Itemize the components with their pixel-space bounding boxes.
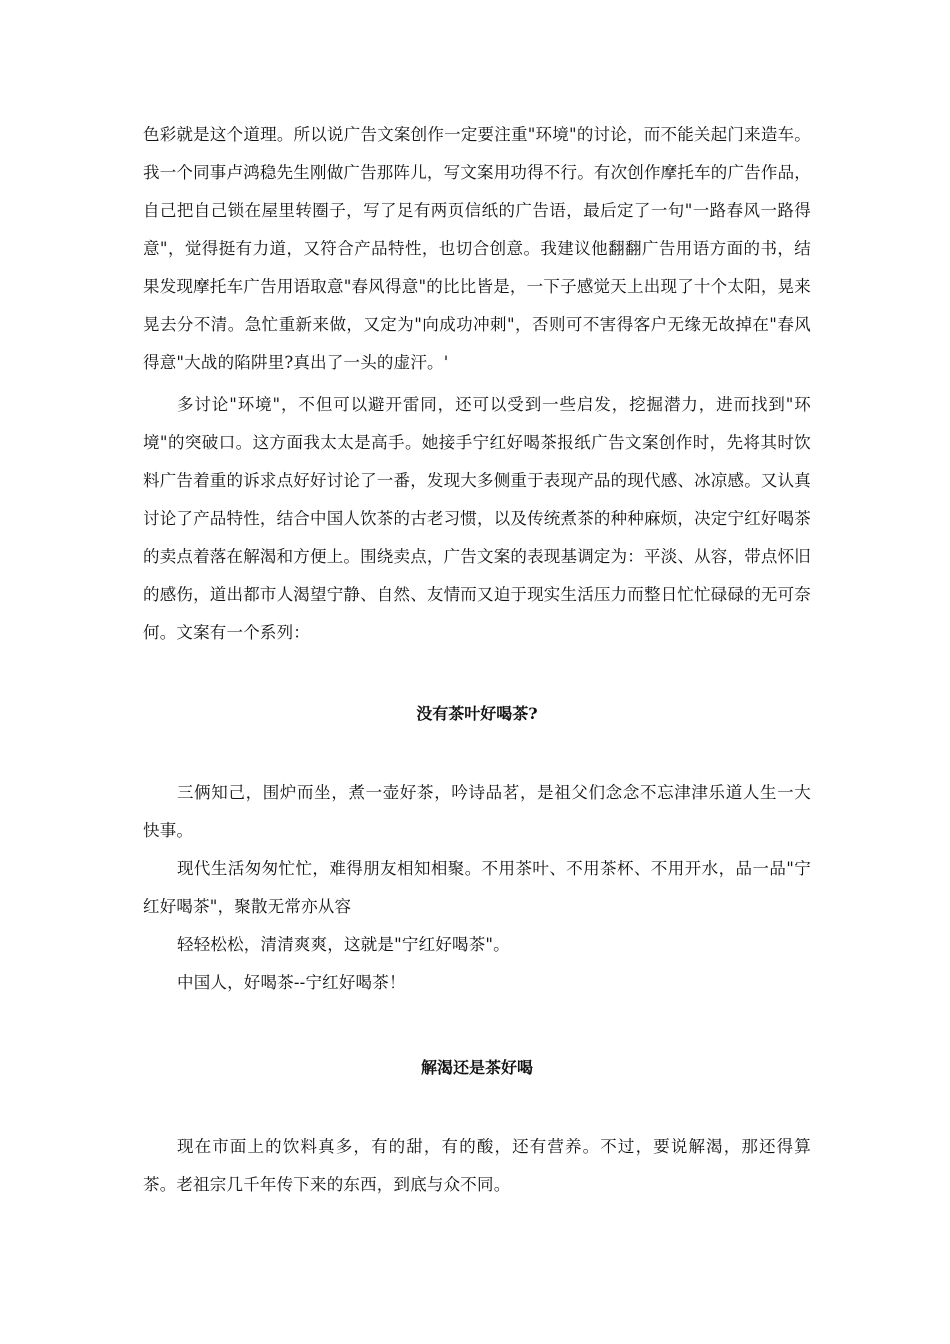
paragraph-text: 现在市面上的饮料真多，有的甜，有的酸，还有营养。不过，要说解渴，那还得算茶。老祖宗几千年传下来的东西，到底与众不同。 [143,1137,811,1194]
paragraph-text: 轻轻松松，清清爽爽，这就是"宁红好喝茶"。 [177,935,510,954]
paragraph-text: 现代生活匆匆忙忙，难得朋友相知相聚。不用茶叶、不用茶杯、不用开水，品一品"宁红好喝茶"，聚散无常亦从容 [143,859,811,916]
paragraph-text: 中国人，好喝茶--宁红好喝茶！ [177,973,406,992]
section-1-body [143,774,811,1002]
paragraph-text: 色彩就是这个道理。所以说广告文案创作一定要注重"环境"的讨论，而不能关起门来造车。我一个同事卢鸿稳先生刚做广告那阵儿，写文案用功得不行。有次创作摩托车的广告作品，自己把自己锁在屋里转圈子，写了足有两页信纸的广告语，最后定了一句"一路春风一路得意"，觉得挺有力道，又符合产品特性，也切合创意。我建议他翻翻广告用语方面的书，结果发现摩托车广告用语取意"春风得意"的比比皆是，一下子感觉天上出现了十个太阳，晃来晃去分不清。急忙重新来做，又定为"向成功冲刺"，否则可不害得客户无缘无故掉在"春风得意"大战的陷阱里?真出了一头的虚汗。' [143,125,811,372]
paragraph-text: 三俩知己，围炉而坐，煮一壶好茶，吟诗品茗，是祖父们念念不忘津津乐道人生一大快事。 [143,783,811,840]
section-2-title: 解渴还是茶好喝 [420,1058,533,1077]
section-1-title: 没有茶叶好喝茶? [416,704,538,723]
section-2-body [143,1128,811,1204]
intro-paragraph-2 [143,386,811,652]
paragraph-text: 多讨论"环境"，不但可以避开雷同，还可以受到一些启发，挖掘潜力，进而找到"环境"的突破口。这方面我太太是高手。她接手宁红好喝茶报纸广告文案创作时，先将其时饮料广告着重的诉求点好好讨论了一番，发现大多侧重于表现产品的现代感、冰凉感。又认真讨论了产品特性，结合中国人饮茶的古老习惯，以及传统煮茶的种种麻烦，决定宁红好喝茶的卖点着落在解渴和方便上。围绕卖点，广告文案的表现基调定为：平淡、从容，带点怀旧的感伤，道出都市人渴望宁静、自然、友情而又迫于现实生活压力而整日忙忙碌碌的无可奈何。文案有一个系列： [143,395,811,642]
intro-paragraph-1 [143,116,811,382]
